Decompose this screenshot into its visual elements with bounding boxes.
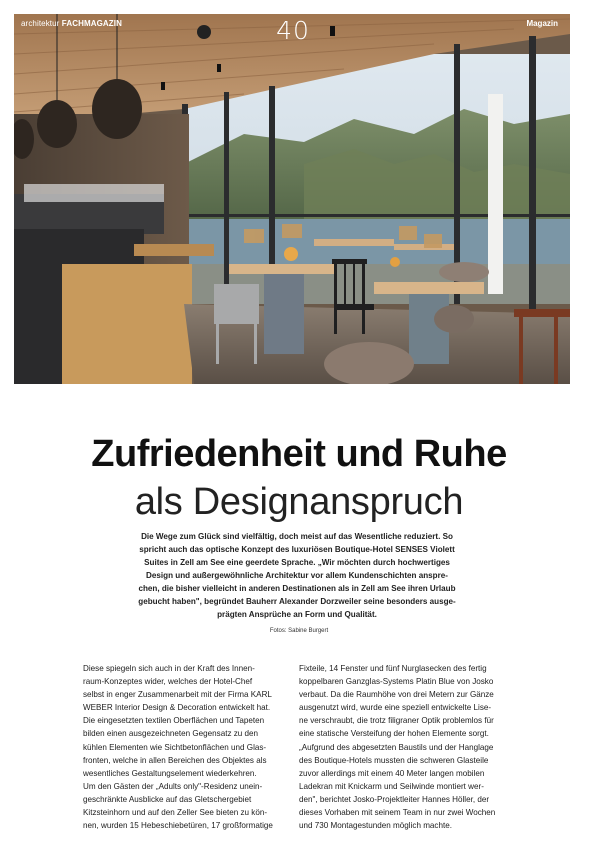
body-line: ne verschraubt, die trotz filigraner Optik problemlos für xyxy=(299,716,494,726)
body-line: eine statische Versteifung der hohen Elemente sorgt. xyxy=(299,729,489,739)
body-line: raum-Konzeptes wider, welches der Hotel-Chef xyxy=(83,677,253,687)
article-title: Zufriedenheit und Ruhe xyxy=(91,433,507,475)
body-line: Die eingesetzten textilen Oberflächen und Tapeten xyxy=(83,716,265,726)
body-line: koppelbaren Ganzglas-Systems Platin Blue von Josko xyxy=(299,677,494,687)
body-line: den", berichtet Josko-Projektleiter Hannes Höller, der xyxy=(299,794,490,804)
photo-credit: Fotos: Sabine Burgert xyxy=(269,628,329,634)
body-line: WEBER Interior Design & Decoration entwickelt hat. xyxy=(83,703,271,713)
magazine-title: FACHMAGAZIN xyxy=(61,19,122,28)
body-line: fronten, welche in allen Bereichen des Objektes als xyxy=(83,755,267,765)
body-line: verbaut. Da die Raumhöhe von drei Metern zur Gänze xyxy=(299,690,494,700)
body-line: Fixteile, 14 Fenster und fünf Nurglasecken des fertig xyxy=(299,664,487,673)
body-line: bilden einen ausgezeichneten Gegensatz zu den xyxy=(83,729,259,739)
body-line: des Boutique-Hotels mussten die schweren Glasteile xyxy=(299,755,489,765)
body-line: dieses Vorhaben mit seinem Team in nur zwei Wochen xyxy=(299,808,496,818)
body-line: Diese spiegeln sich auch in der Kraft des Innen- xyxy=(83,664,255,673)
lead-line: Design und außergewöhnliche Architektur vor allem Kundenschichten anspre- xyxy=(146,571,448,580)
body-line: nen, wurden 15 Hebeschiebetüren, 17 großformatige xyxy=(83,821,273,831)
body-line: ausgenutzt wird, wurde eine speziell entwickelte Lise- xyxy=(299,703,492,713)
body-line: wesentliches Gestaltungselement wiederkehren. xyxy=(83,768,257,778)
body-line: Um den Gästen der „Adults only"-Residenz unein- xyxy=(83,781,263,791)
body-column-right xyxy=(299,662,511,832)
lead-line: gebucht haben", begründet Bauherr Alexander Dorzweiler seine besonders ausge- xyxy=(138,597,456,606)
lead-line: Suites in Zell am See eine geerdete Sprache. „Wir möchten durch hochwertiges xyxy=(144,558,450,567)
body-line: kühlen Elementen wie Sichtbetonflächen und Glas- xyxy=(83,742,267,752)
body-line: selbst in enger Zusammenarbeit mit der Firma KARL xyxy=(83,690,272,700)
lead-line: spricht auch das optische Konzept des luxuriösen Boutique-Hotel SENSES Violett xyxy=(139,545,455,554)
body-column-left xyxy=(83,662,289,832)
lead-line: chen, die bisher vielleicht in anderen Destinationen als in Zell am See ihren Urlaub xyxy=(138,584,456,593)
page-number: 40 xyxy=(276,16,310,45)
section-label: Magazin xyxy=(526,19,558,28)
lead-line: prägten Ansprüche an Form und Qualität. xyxy=(217,610,377,619)
body-line: und 730 Montagestunden möglich machte. xyxy=(299,821,452,831)
body-line: „Aufgrund des abgesetzten Baustils und der Hanglage xyxy=(299,742,494,752)
hero-photo xyxy=(14,14,570,384)
magazine-name xyxy=(21,19,122,28)
article-lead xyxy=(111,530,483,621)
lead-line: Die Wege zum Glück sind vielfältig, doch meist auf das Wesentliche reduziert. So xyxy=(141,532,453,541)
magazine-prefix: architektur xyxy=(21,19,60,28)
body-line: geschränkte Ausblicke auf das Gletschergebiet xyxy=(83,794,252,804)
body-line: Kitzsteinhorn und auf den Zeller See bieten zu kön- xyxy=(83,808,268,818)
body-line: zuvor allerdings mit einem 40 Meter langen mobilen xyxy=(299,768,485,778)
article-subtitle: als Designanspruch xyxy=(134,481,464,523)
body-line: Ladekran mit Knickarm und Seilwinde montiert wer- xyxy=(299,781,484,791)
